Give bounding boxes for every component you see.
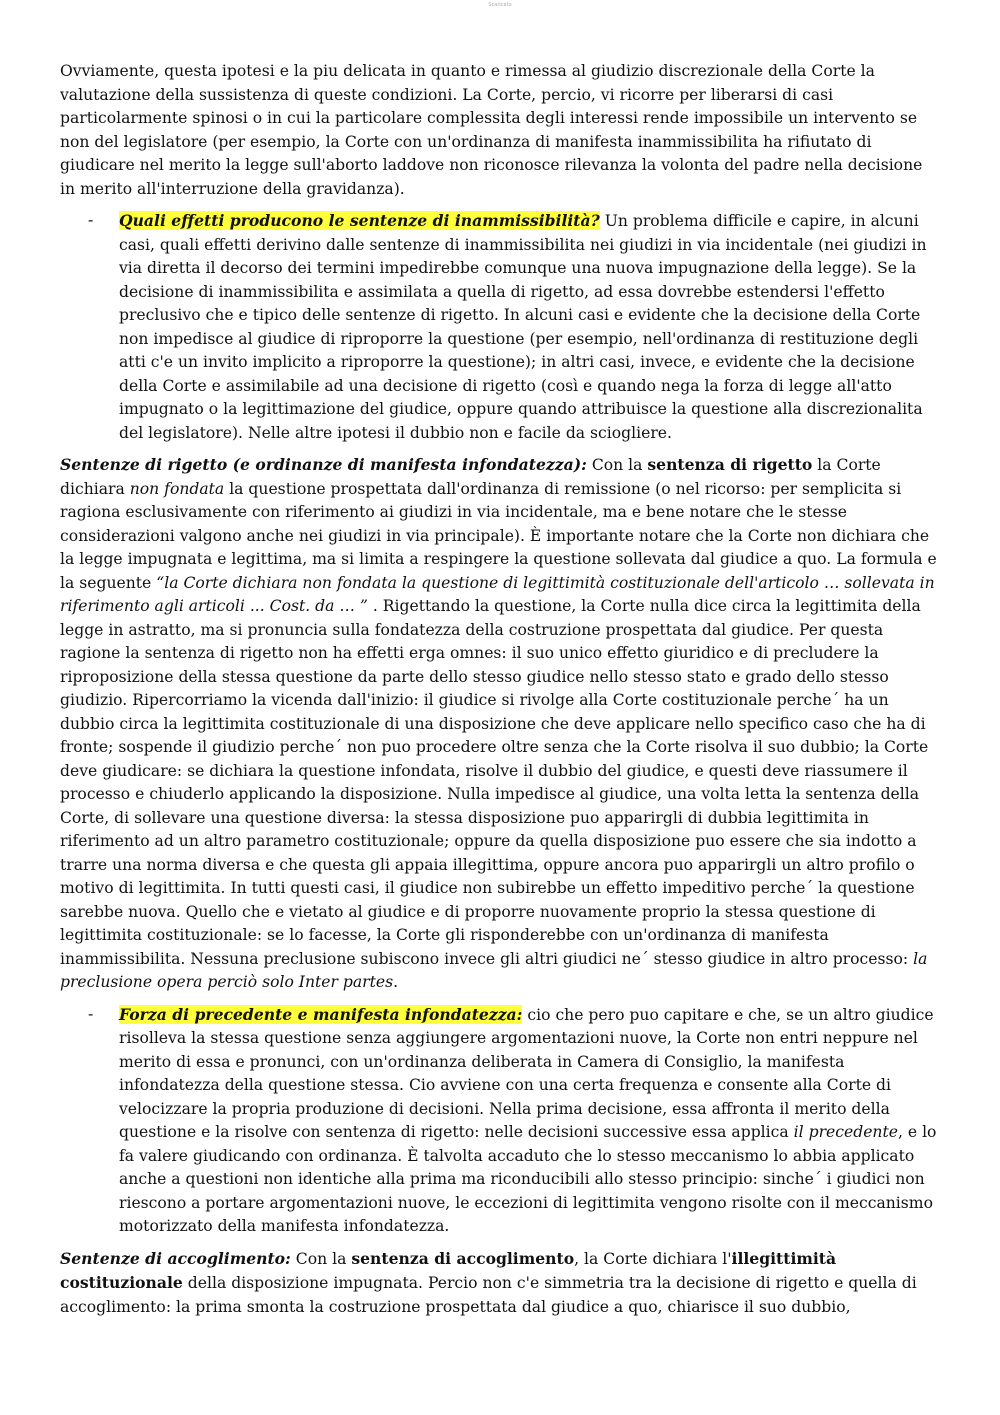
text-run: , la Corte dichiara l' [574,1249,732,1268]
italic-term: il precedente [793,1123,898,1141]
text-run: . [393,973,399,991]
bullet-forza-precedente [60,1003,940,1239]
italic-formula: “la Corte dichiara non fondata la questione di legittimità costituzionale dell'articolo … sollevata in riferimento agli articoli ... Cost. da … ” [60,573,935,615]
text-run: Con la [290,1249,352,1268]
text-run: la questione prospettata dall'ordinanza di remissione (o nel ricorso: per semplicita si ragiona esclusivamente con riferimento ai giudizi in via incidentale, ma e bene notare che le stesse considerazioni valgono anche nei giudizi in via principale). È importante notare che la Corte non dichiara che la legge impugnata e legittima, ma si limita a respingere la questione sollevata dal giudice a quo. La formula e la seguente [60,479,937,592]
paragraph-sentenze-rigetto [60,453,940,995]
text-run: , e lo fa valere giudicando con ordinanza. È talvolta accaduto che lo stesso meccanismo lo abbia applicato anche a questioni non identiche alla prima ma riconducibili allo stesso principio: sinche´ i giudici non riescono a portare argomentazioni nuove, le eccezioni di legittimita vengono risolte con il meccanismo motorizzato della manifesta infondatezza. [119,1123,937,1235]
paragraph-sentenze-accoglimento [60,1247,940,1320]
header-watermark: Scaricato [488,2,512,8]
italic-term: non fondata [129,479,225,498]
highlighted-heading: Quali effetti producono le sentenze di inammissibilità? [119,211,600,230]
document-page [60,60,940,1327]
highlighted-heading: Forza di precedente e manifesta infondatezza: [119,1004,523,1024]
bullet-text: Un problema difficile e capire, in alcuni casi, quali effetti derivino dalle sentenze di inammissibilita nei giudizi in via incidentale (nei giudizi in via diretta il decorso dei termini impedirebbe comunque una nuova impugnazione della legge). Se la decisione di inammissibilita e assimilata a quella di rigetto, ad essa dovrebbe estendersi l'effetto preclusivo che e tipico delle sentenze di rigetto. In alcuni casi e evidente che la decisione della Corte non impedisce al giudice di riproporre la questione (per esempio, nell'ordinanza di restituzione degli atti c'e un invito implicito a riproporre la questione); in altri casi, invece, e evidente che la decisione della Corte e assimilabile ad una decisione di rigetto (così e quando nega la forza di legge all'atto impugnato o la legittimazione del giudice, oppure quando attribuisce la questione alla discrezionalita del legislatore). Nelle altre ipotesi il dubbio non e facile da sciogliere. [119,212,927,442]
bullet-dash: - [88,1004,94,1023]
bold-term: sentenza di accoglimento [351,1248,575,1268]
text-run: la Corte dichiara [60,456,881,498]
text-run: . Rigettando la questione, la Corte nulla dice circa la legittimita della legge in astratto, ma si pronuncia sulla fondatezza della costruzione prospettata dal giudice. Per questa ragione la sentenza di rigetto non ha effetti erga omnes: il suo unico effetto giuridico e di precludere la riproposizione della stessa questione da parte dello stesso giudice nello stesso stato e grado dello stesso giudizio. Ripercorriamo la vicenda dall'inizio: il giudice si rivolge alla Corte costituzionale perche´ ha un dubbio circa la legittimita costituzionale di una disposizione che deve applicare nello specifico caso che ha di fronte; sospende il giudizio perche´ non puo procedere oltre senza che la Corte risolva il suo dubbio; la Corte deve giudicare: se dichiara la questione infondata, risolve il dubbio del giudice, e questi deve riassumere il processo e chiuderlo applicando la disposizione. Nulla impedisce al giudice, una volta letta la sentenza della Corte, di sollevare una questione diversa: la stessa disposizione puo apparirgli di dubbia legittimita in riferimento ad un altro parametro costituzionale; oppure da quella disposizione puo essere che sia indotto a trarre una norma diversa e che questa gli appaia illegittima, oppure ancora puo apparirgli un altro profilo o motivo di legittimita. In tutti questi casi, il giudice non subirebbe un effetto impeditivo perche´ la questione sarebbe nuova. Quello che e vietato al giudice e di proporre nuovamente proprio la stessa questione di legittimita costituzionale: se lo facesse, la Corte gli risponderebbe con un'ordinanza di manifesta inammissibilita. Nessuna preclusione subiscono invece gli altri giudici ne´ stesso giudice in altro processo: [60,597,929,968]
bold-term: illegittimità costituzionale [60,1248,837,1292]
text-run: cio che pero puo capitare e che, se un altro giudice risolleva la stessa questione senza aggiungere argomentazioni nuove, la Corte non entri neppure nel merito di essa e pronunci, con un'ordinanza deliberata in Camera di Consiglio, la manifesta infondatezza della questione stessa. Cio avviene con una certa frequenza e consente alla Corte di velocizzare la propria produzione di decisioni. Nella prima decisione, essa affronta il merito della questione e la risolve con sentenza di rigetto: nelle decisioni successive essa applica [119,1005,934,1141]
bullet-dash: - [88,211,94,229]
section-heading: Sentenze di rigetto (e ordinanze di manifesta infondatezza): [60,455,587,474]
paragraph-inammissibilita: Ovviamente, questa ipotesi e la piu delicata in quanto e rimessa al giudizio discrezionale della Corte la valutazione della sussistenza di queste condizioni. La Corte, percio, vi ricorre per liberarsi di casi particolarmente spinosi o in cui la particolare complessita degli interessi rende impossibile un intervento se non del legislatore (per esempio, la Corte con un'ordinanza di manifesta inammissibilita ha rifiutato di giudicare nel merito la legge sull'aborto laddove non riconosce rilevanza la volonta del padre nella decisione in merito all'interruzione della gravidanza). [60,62,923,198]
italic-term: la preclusione opera perciò solo Inter partes [60,949,928,991]
text-run: Con la [586,456,648,474]
bullet-effetti-inammissibilita [60,209,940,445]
bold-term: sentenza di rigetto [647,455,813,474]
text-run: della disposizione impugnata. Percio non c'e simmetria tra la decisione di rigetto e quella di accoglimento: la prima smonta la costruzione prospettata dal giudice a quo, chiarisce il suo dubbio, [60,1274,917,1316]
section-heading: Sentenze di accoglimento: [60,1248,291,1268]
